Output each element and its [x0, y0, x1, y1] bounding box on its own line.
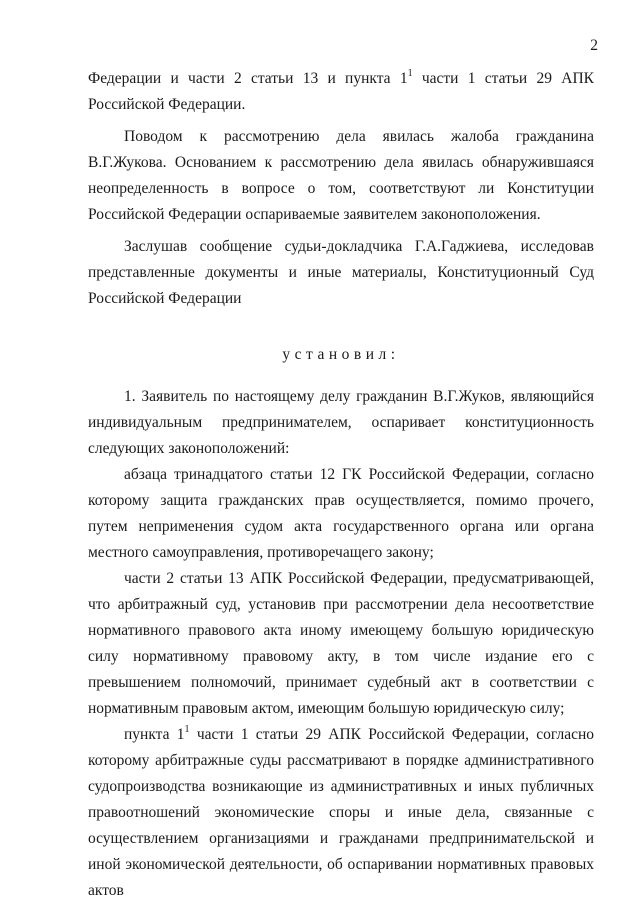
- paragraph-text: Федерации и части 2 статьи 13 и пункта 1: [88, 70, 408, 87]
- paragraph-hearing: Заслушав сообщение судьи-докладчика Г.А.Гаджиева, исследовав представленные документы и иные материалы, Конституционный Суд Российской Федерации: [88, 238, 594, 307]
- paragraph-apk-article-13: части 2 статьи 13 АПК Российской Федерации, предусматривающей, что арбитражный суд, установив при рассмотрении дела несоответствие нормативного правового акта иному имеющему большую юридическую силу нормативному правовому акту, в том числе издание его с превышением полномочий, принимает судебный акт в соответствии с нормативным правовым актом, имеющим большую юридическую силу;: [88, 570, 594, 717]
- paragraph-grounds: Поводом к рассмотрению дела явилась жалоба гражданина В.Г.Жукова. Основанием к рассмотрению дела явилась обнаружившаяся неопределенность в вопросе о том, соответствуют ли Конституции Российской Федерации оспариваемые заявителем законоположения.: [88, 128, 594, 223]
- paragraph-item-1: 1. Заявитель по настоящему делу гражданин В.Г.Жуков, являющийся индивидуальным предпринимателем, оспаривает конституционность следующих законоположений:: [88, 388, 594, 457]
- paragraph-text: части 1 статьи 29 АПК Российской Федерации, согласно которому арбитражные суды рассматривают в порядке административного судопроизводства возникающие из административных и иных публичных правоотношений экономические споры и иные дела, связанные с осуществлением организациями и гражданами предпринимательской и иной экономической деятельности, об оспаривании нормативных правовых актов: [88, 726, 595, 899]
- section-heading: установил:: [282, 346, 400, 363]
- page-number: 2: [590, 37, 598, 54]
- superscript: 1: [184, 724, 190, 735]
- document-body: [88, 66, 594, 904]
- superscript: 1: [407, 68, 413, 79]
- paragraph-text: пункта 1: [124, 726, 185, 743]
- paragraph-apk-article-29: [88, 722, 594, 904]
- paragraph-gk-article: абзаца тринадцатого статьи 12 ГК Российской Федерации, согласно которому защита гражданских прав осуществляется, помимо прочего, путем неприменения судом акта государственного органа или органа местного самоуправления, противоречащего закону;: [88, 466, 594, 561]
- paragraph-continuation: [88, 66, 594, 118]
- paragraph-text: части 1 статьи 29 АПК Российской Федерации.: [88, 70, 594, 113]
